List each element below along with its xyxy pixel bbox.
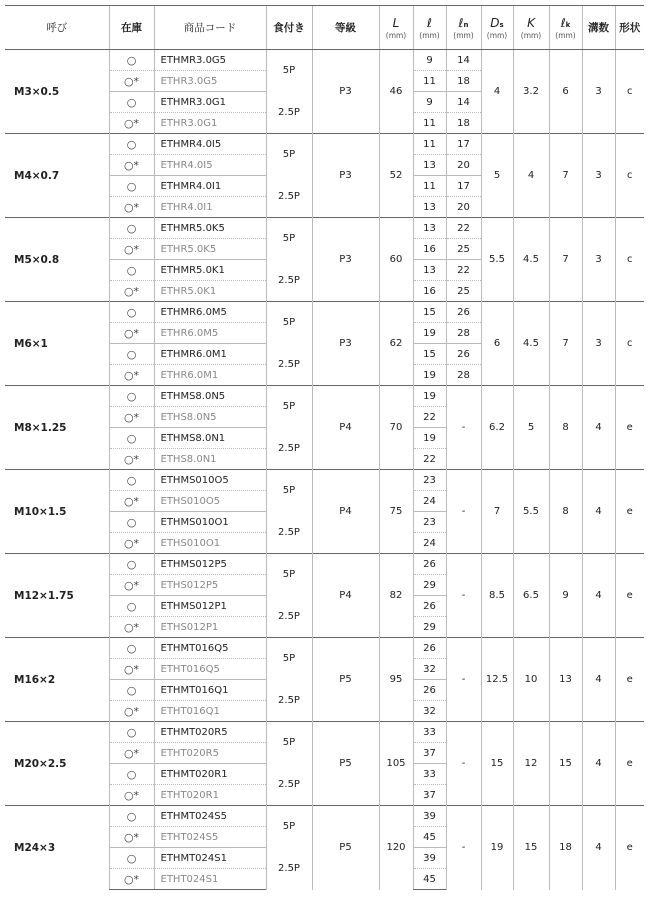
flutes-cell: 3 [582, 218, 615, 302]
k-cell: 10 [513, 638, 549, 722]
grade-cell: P4 [312, 470, 379, 554]
stock-cell: ○* [109, 239, 154, 260]
ln-cell: - [446, 806, 481, 890]
stock-cell: ○* [109, 113, 154, 134]
thread-length-cell: 29 [413, 617, 446, 638]
shank-diameter-cell: 19 [481, 806, 513, 890]
stock-cell: ○ [109, 302, 154, 323]
table-row [5, 386, 644, 407]
table-row [5, 218, 644, 239]
lk-cell: 7 [549, 218, 582, 302]
lk-cell: 13 [549, 638, 582, 722]
stock-cell: ○ [109, 764, 154, 785]
product-code-cell: ETHR6.0M5 [154, 323, 266, 344]
lk-cell: 9 [549, 554, 582, 638]
bite-cell: 2.5P [266, 764, 312, 806]
product-code-cell: ETHS010O1 [154, 533, 266, 554]
stock-cell: ○* [109, 323, 154, 344]
thread-length-cell: 13 [413, 260, 446, 281]
stock-cell: ○* [109, 701, 154, 722]
lk-cell: 15 [549, 722, 582, 806]
size-cell: M20×2.5 [5, 722, 109, 806]
shank-diameter-cell: 6.2 [481, 386, 513, 470]
ln-cell: - [446, 722, 481, 806]
thread-length-cell: 26 [413, 554, 446, 575]
stock-cell: ○* [109, 491, 154, 512]
overall-length-cell: 46 [379, 50, 413, 134]
k-cell: 6.5 [513, 554, 549, 638]
flutes-cell: 3 [582, 134, 615, 218]
grade-cell: P5 [312, 722, 379, 806]
shape-cell: e [615, 554, 644, 638]
shape-cell: c [615, 50, 644, 134]
bite-cell: 2.5P [266, 512, 312, 554]
stock-cell: ○* [109, 281, 154, 302]
thread-length-cell: 13 [413, 197, 446, 218]
bite-cell: 2.5P [266, 848, 312, 890]
product-code-cell: ETHR3.0G1 [154, 113, 266, 134]
grade-cell: P3 [312, 50, 379, 134]
header-bite: 食付き [266, 6, 312, 50]
shank-diameter-cell: 8.5 [481, 554, 513, 638]
size-cell: M4×0.7 [5, 134, 109, 218]
k-cell: 12 [513, 722, 549, 806]
stock-cell: ○* [109, 197, 154, 218]
product-code-cell: ETHS8.0N1 [154, 449, 266, 470]
stock-cell: ○ [109, 512, 154, 533]
flutes-cell: 3 [582, 302, 615, 386]
stock-cell: ○* [109, 743, 154, 764]
product-code-cell: ETHR5.0K1 [154, 281, 266, 302]
header-k-symbol: K [527, 15, 535, 30]
size-cell: M24×3 [5, 806, 109, 890]
table-row [5, 302, 644, 323]
stock-cell: ○ [109, 638, 154, 659]
shape-cell: c [615, 218, 644, 302]
product-code-cell: ETHMR4.0I5 [154, 134, 266, 155]
product-code-cell: ETHMT016Q5 [154, 638, 266, 659]
spec-table-container [5, 5, 644, 890]
grade-cell: P5 [312, 806, 379, 890]
ln-cell: 26 [446, 302, 481, 323]
bite-cell: 2.5P [266, 176, 312, 218]
thread-length-cell: 13 [413, 155, 446, 176]
k-cell: 5 [513, 386, 549, 470]
grade-cell: P3 [312, 134, 379, 218]
lk-cell: 8 [549, 386, 582, 470]
overall-length-cell: 60 [379, 218, 413, 302]
ln-cell: 18 [446, 113, 481, 134]
stock-cell: ○* [109, 617, 154, 638]
header-ell-k [549, 6, 582, 50]
stock-cell: ○ [109, 386, 154, 407]
size-cell: M10×1.5 [5, 470, 109, 554]
k-cell: 3.2 [513, 50, 549, 134]
stock-cell: ○ [109, 806, 154, 827]
bite-cell: 2.5P [266, 92, 312, 134]
product-code-cell: ETHMR6.0M5 [154, 302, 266, 323]
bite-cell: 5P [266, 722, 312, 764]
header-code: 商品コード [154, 6, 266, 50]
bite-cell: 2.5P [266, 428, 312, 470]
spec-table-body [5, 50, 644, 890]
bite-cell: 5P [266, 134, 312, 176]
header-ds-unit: (mm) [486, 30, 508, 40]
product-code-cell: ETHR4.0I5 [154, 155, 266, 176]
product-code-cell: ETHT016Q5 [154, 659, 266, 680]
thread-length-cell: 19 [413, 365, 446, 386]
stock-cell: ○* [109, 659, 154, 680]
lk-cell: 6 [549, 50, 582, 134]
stock-cell: ○ [109, 470, 154, 491]
thread-length-cell: 16 [413, 281, 446, 302]
product-code-cell: ETHR6.0M1 [154, 365, 266, 386]
header-k [513, 6, 549, 50]
thread-length-cell: 22 [413, 407, 446, 428]
stock-cell: ○* [109, 869, 154, 890]
flutes-cell: 3 [582, 50, 615, 134]
header-k-unit: (mm) [520, 30, 542, 40]
product-code-cell: ETHR4.0I1 [154, 197, 266, 218]
overall-length-cell: 70 [379, 386, 413, 470]
bite-cell: 2.5P [266, 596, 312, 638]
stock-cell: ○* [109, 785, 154, 806]
ln-cell: 17 [446, 176, 481, 197]
flutes-cell: 4 [582, 722, 615, 806]
stock-cell: ○* [109, 575, 154, 596]
size-cell: M6×1 [5, 302, 109, 386]
thread-length-cell: 37 [413, 743, 446, 764]
header-ell-unit: (mm) [419, 30, 440, 40]
thread-length-cell: 33 [413, 722, 446, 743]
shank-diameter-cell: 12.5 [481, 638, 513, 722]
ln-cell: 14 [446, 92, 481, 113]
product-code-cell: ETHMR5.0K5 [154, 218, 266, 239]
stock-cell: ○* [109, 407, 154, 428]
product-code-cell: ETHMT020R1 [154, 764, 266, 785]
product-code-cell: ETHMT024S5 [154, 806, 266, 827]
table-row [5, 554, 644, 575]
bite-cell: 5P [266, 554, 312, 596]
thread-length-cell: 19 [413, 386, 446, 407]
ln-cell: 28 [446, 323, 481, 344]
ln-cell: 25 [446, 239, 481, 260]
stock-cell: ○* [109, 449, 154, 470]
lk-cell: 18 [549, 806, 582, 890]
grade-cell: P5 [312, 638, 379, 722]
product-code-cell: ETHMT016Q1 [154, 680, 266, 701]
flutes-cell: 4 [582, 806, 615, 890]
overall-length-cell: 120 [379, 806, 413, 890]
stock-cell: ○ [109, 722, 154, 743]
table-row [5, 50, 644, 71]
shank-diameter-cell: 4 [481, 50, 513, 134]
thread-length-cell: 16 [413, 239, 446, 260]
product-code-cell: ETHS8.0N5 [154, 407, 266, 428]
ln-cell: - [446, 554, 481, 638]
header-ds [481, 6, 513, 50]
thread-length-cell: 39 [413, 848, 446, 869]
product-code-cell: ETHR5.0K5 [154, 239, 266, 260]
size-cell: M12×1.75 [5, 554, 109, 638]
bite-cell: 5P [266, 806, 312, 848]
thread-length-cell: 29 [413, 575, 446, 596]
shape-cell: e [615, 470, 644, 554]
grade-cell: P4 [312, 554, 379, 638]
grade-cell: P3 [312, 218, 379, 302]
thread-length-cell: 32 [413, 701, 446, 722]
flutes-cell: 4 [582, 554, 615, 638]
bite-cell: 5P [266, 50, 312, 92]
ln-cell: - [446, 638, 481, 722]
header-ell-k-unit: (mm) [555, 30, 576, 40]
thread-length-cell: 37 [413, 785, 446, 806]
table-row [5, 134, 644, 155]
ln-cell: 14 [446, 50, 481, 71]
ln-cell: - [446, 386, 481, 470]
thread-length-cell: 45 [413, 827, 446, 848]
stock-cell: ○* [109, 155, 154, 176]
bite-cell: 2.5P [266, 680, 312, 722]
thread-length-cell: 33 [413, 764, 446, 785]
ln-cell: 26 [446, 344, 481, 365]
overall-length-cell: 105 [379, 722, 413, 806]
ln-cell: 20 [446, 155, 481, 176]
thread-length-cell: 24 [413, 533, 446, 554]
product-code-cell: ETHMR5.0K1 [154, 260, 266, 281]
thread-length-cell: 45 [413, 869, 446, 890]
shape-cell: c [615, 302, 644, 386]
ln-cell: 25 [446, 281, 481, 302]
overall-length-cell: 95 [379, 638, 413, 722]
thread-length-cell: 11 [413, 113, 446, 134]
header-ell-n-symbol: ℓ [458, 15, 464, 30]
stock-cell: ○* [109, 365, 154, 386]
shank-diameter-cell: 5.5 [481, 218, 513, 302]
size-cell: M5×0.8 [5, 218, 109, 302]
header-l-unit: (mm) [385, 30, 407, 40]
flutes-cell: 4 [582, 638, 615, 722]
stock-cell: ○ [109, 848, 154, 869]
shank-diameter-cell: 7 [481, 470, 513, 554]
stock-cell: ○ [109, 596, 154, 617]
thread-length-cell: 11 [413, 176, 446, 197]
product-code-cell: ETHMT020R5 [154, 722, 266, 743]
thread-length-cell: 26 [413, 680, 446, 701]
thread-length-cell: 23 [413, 512, 446, 533]
bite-cell: 2.5P [266, 344, 312, 386]
thread-length-cell: 15 [413, 344, 446, 365]
header-l-symbol: L [392, 15, 400, 30]
product-code-cell: ETHT024S1 [154, 869, 266, 890]
thread-length-cell: 15 [413, 302, 446, 323]
table-row [5, 806, 644, 827]
ln-cell: 17 [446, 134, 481, 155]
product-code-cell: ETHS010O5 [154, 491, 266, 512]
shape-cell: e [615, 806, 644, 890]
k-cell: 4.5 [513, 302, 549, 386]
header-ell-k-sub: k [565, 20, 571, 29]
product-code-cell: ETHT024S5 [154, 827, 266, 848]
stock-cell: ○ [109, 92, 154, 113]
header-ell-symbol: ℓ [427, 15, 432, 30]
thread-length-cell: 32 [413, 659, 446, 680]
thread-length-cell: 9 [413, 92, 446, 113]
overall-length-cell: 62 [379, 302, 413, 386]
stock-cell: ○ [109, 428, 154, 449]
stock-cell: ○ [109, 50, 154, 71]
stock-cell: ○ [109, 344, 154, 365]
product-code-cell: ETHMS012P1 [154, 596, 266, 617]
header-shape: 形状 [615, 6, 644, 50]
header-ell [413, 6, 446, 50]
overall-length-cell: 82 [379, 554, 413, 638]
product-code-cell: ETHS012P5 [154, 575, 266, 596]
product-code-cell: ETHT020R1 [154, 785, 266, 806]
thread-length-cell: 19 [413, 323, 446, 344]
product-code-cell: ETHMS010O1 [154, 512, 266, 533]
stock-cell: ○ [109, 218, 154, 239]
stock-cell: ○ [109, 680, 154, 701]
header-stock: 在庫 [109, 6, 154, 50]
k-cell: 15 [513, 806, 549, 890]
thread-length-cell: 26 [413, 638, 446, 659]
stock-cell: ○* [109, 71, 154, 92]
shape-cell: c [615, 134, 644, 218]
ln-cell: 22 [446, 218, 481, 239]
stock-cell: ○* [109, 827, 154, 848]
product-code-cell: ETHMT024S1 [154, 848, 266, 869]
ln-cell: 18 [446, 71, 481, 92]
shank-diameter-cell: 5 [481, 134, 513, 218]
lk-cell: 7 [549, 134, 582, 218]
header-ds-sub: s [499, 20, 504, 29]
flutes-cell: 4 [582, 386, 615, 470]
product-code-cell: ETHMR3.0G1 [154, 92, 266, 113]
k-cell: 4.5 [513, 218, 549, 302]
overall-length-cell: 52 [379, 134, 413, 218]
stock-cell: ○ [109, 176, 154, 197]
shank-diameter-cell: 15 [481, 722, 513, 806]
product-code-cell: ETHMS8.0N5 [154, 386, 266, 407]
thread-length-cell: 11 [413, 134, 446, 155]
thread-length-cell: 11 [413, 71, 446, 92]
shape-cell: e [615, 722, 644, 806]
ln-cell: 20 [446, 197, 481, 218]
thread-length-cell: 13 [413, 218, 446, 239]
table-row [5, 470, 644, 491]
product-code-cell: ETHR3.0G5 [154, 71, 266, 92]
size-cell: M3×0.5 [5, 50, 109, 134]
product-code-cell: ETHMS012P5 [154, 554, 266, 575]
header-ell-n-unit: (mm) [453, 30, 474, 40]
bite-cell: 2.5P [266, 260, 312, 302]
ln-cell: 22 [446, 260, 481, 281]
stock-cell: ○ [109, 554, 154, 575]
bite-cell: 5P [266, 638, 312, 680]
tap-spec-table [5, 5, 644, 890]
thread-length-cell: 39 [413, 806, 446, 827]
ln-cell: 28 [446, 365, 481, 386]
thread-length-cell: 23 [413, 470, 446, 491]
product-code-cell: ETHMR6.0M1 [154, 344, 266, 365]
header-ell-n [446, 6, 481, 50]
size-cell: M8×1.25 [5, 386, 109, 470]
header-ell-n-sub: n [463, 20, 469, 29]
flutes-cell: 4 [582, 470, 615, 554]
product-code-cell: ETHMS8.0N1 [154, 428, 266, 449]
stock-cell: ○ [109, 260, 154, 281]
product-code-cell: ETHMS010O5 [154, 470, 266, 491]
lk-cell: 8 [549, 470, 582, 554]
header-ell-k-symbol: ℓ [560, 15, 566, 30]
header-ds-symbol: D [490, 15, 500, 30]
lk-cell: 7 [549, 302, 582, 386]
shape-cell: e [615, 638, 644, 722]
thread-length-cell: 24 [413, 491, 446, 512]
stock-cell: ○ [109, 134, 154, 155]
thread-length-cell: 9 [413, 50, 446, 71]
header-size: 呼び [5, 6, 109, 50]
bite-cell: 5P [266, 302, 312, 344]
grade-cell: P4 [312, 386, 379, 470]
product-code-cell: ETHT020R5 [154, 743, 266, 764]
k-cell: 5.5 [513, 470, 549, 554]
bite-cell: 5P [266, 470, 312, 512]
stock-cell: ○* [109, 533, 154, 554]
thread-length-cell: 19 [413, 428, 446, 449]
bite-cell: 5P [266, 218, 312, 260]
header-l [379, 6, 413, 50]
size-cell: M16×2 [5, 638, 109, 722]
product-code-cell: ETHMR4.0I1 [154, 176, 266, 197]
product-code-cell: ETHMR3.0G5 [154, 50, 266, 71]
header-row [5, 6, 644, 50]
header-flutes: 溝数 [582, 6, 615, 50]
thread-length-cell: 26 [413, 596, 446, 617]
thread-length-cell: 22 [413, 449, 446, 470]
table-row [5, 722, 644, 743]
ln-cell: - [446, 470, 481, 554]
bite-cell: 5P [266, 386, 312, 428]
product-code-cell: ETHT016Q1 [154, 701, 266, 722]
k-cell: 4 [513, 134, 549, 218]
overall-length-cell: 75 [379, 470, 413, 554]
shank-diameter-cell: 6 [481, 302, 513, 386]
table-row [5, 638, 644, 659]
product-code-cell: ETHS012P1 [154, 617, 266, 638]
grade-cell: P3 [312, 302, 379, 386]
shape-cell: e [615, 386, 644, 470]
header-grade: 等級 [312, 6, 379, 50]
